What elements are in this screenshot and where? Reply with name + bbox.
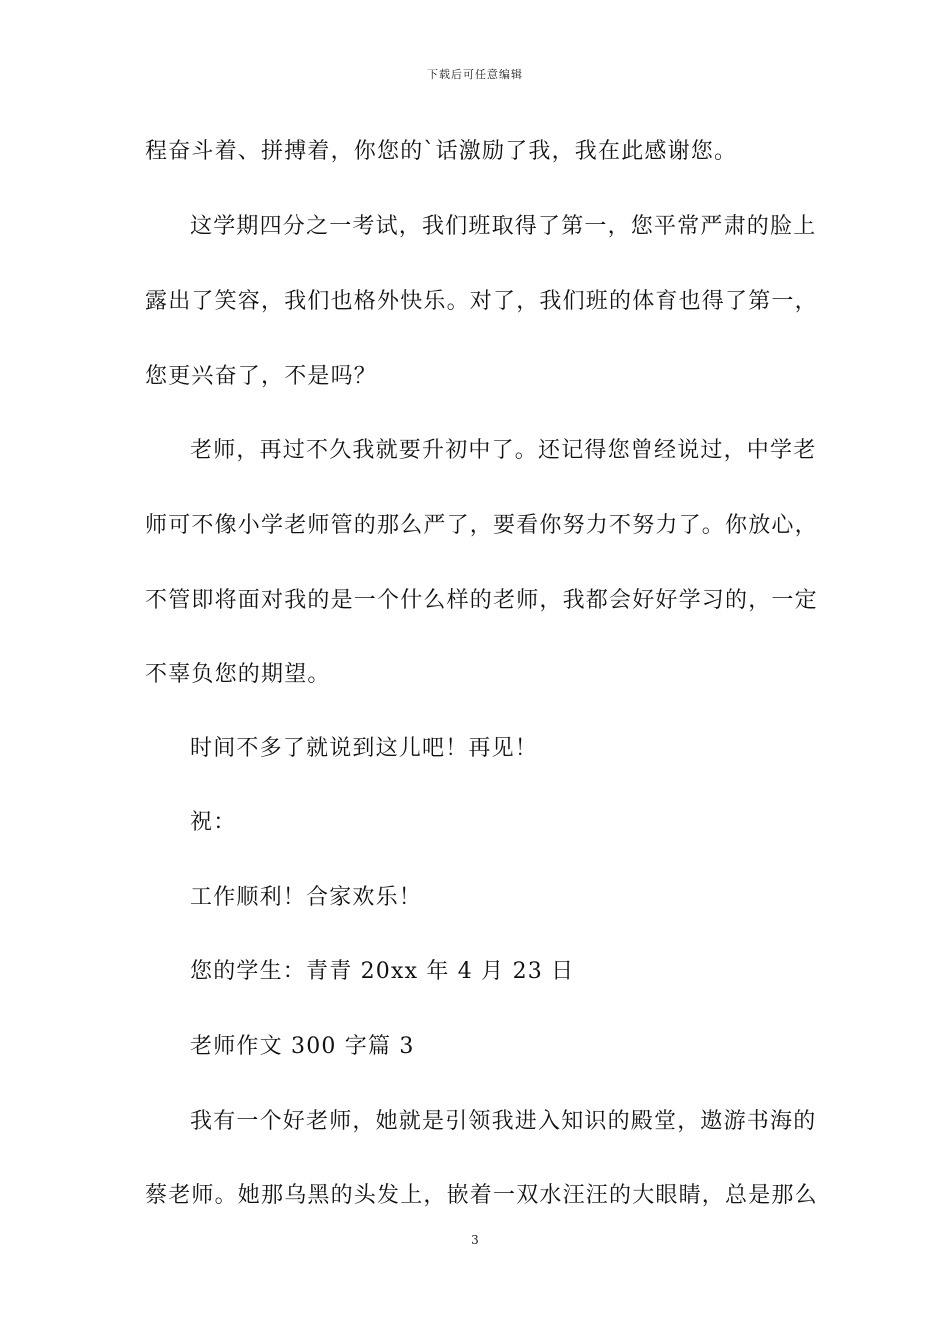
page-number: 3	[471, 1233, 479, 1247]
body-line: 露出了笑容，我们也格外快乐。对了，我们班的体育也得了第一，	[145, 289, 818, 314]
body-line: 不辜负您的期望。	[145, 662, 331, 687]
body-line: 时间不多了就说到这儿吧！再见！	[190, 736, 539, 761]
body-line: 师可不像小学老师管的那么严了，要看你努力不努力了。你放心，	[145, 513, 818, 538]
signature-line: 您的学生：青青 20xx 年 4 月 23 日	[190, 959, 575, 984]
body-line: 程奋斗着、拼搏着，你您的`话激励了我，我在此感谢您。	[145, 139, 738, 164]
section-title: 老师作文 300 字篇 3	[190, 1034, 415, 1059]
body-line: 不管即将面对我的是一个什么样的老师，我都会好好学习的，一定	[145, 588, 818, 613]
body-line: 我有一个好老师，她就是引领我进入知识的殿堂，遨游书海的	[190, 1109, 817, 1134]
page-header: 下载后可任意编辑	[427, 68, 523, 81]
body-line: 蔡老师。她那乌黑的头发上，嵌着一双水汪汪的大眼睛，总是那么	[145, 1183, 818, 1208]
body-line: 这学期四分之一考试，我们班取得了第一，您平常严肃的脸上	[190, 214, 817, 239]
salutation-line: 祝：	[190, 810, 237, 835]
body-line: 您更兴奋了，不是吗？	[145, 364, 378, 389]
body-line: 老师，再过不久我就要升初中了。还记得您曾经说过，中学老	[190, 438, 817, 463]
wish-line: 工作顺利！合家欢乐！	[190, 885, 423, 910]
